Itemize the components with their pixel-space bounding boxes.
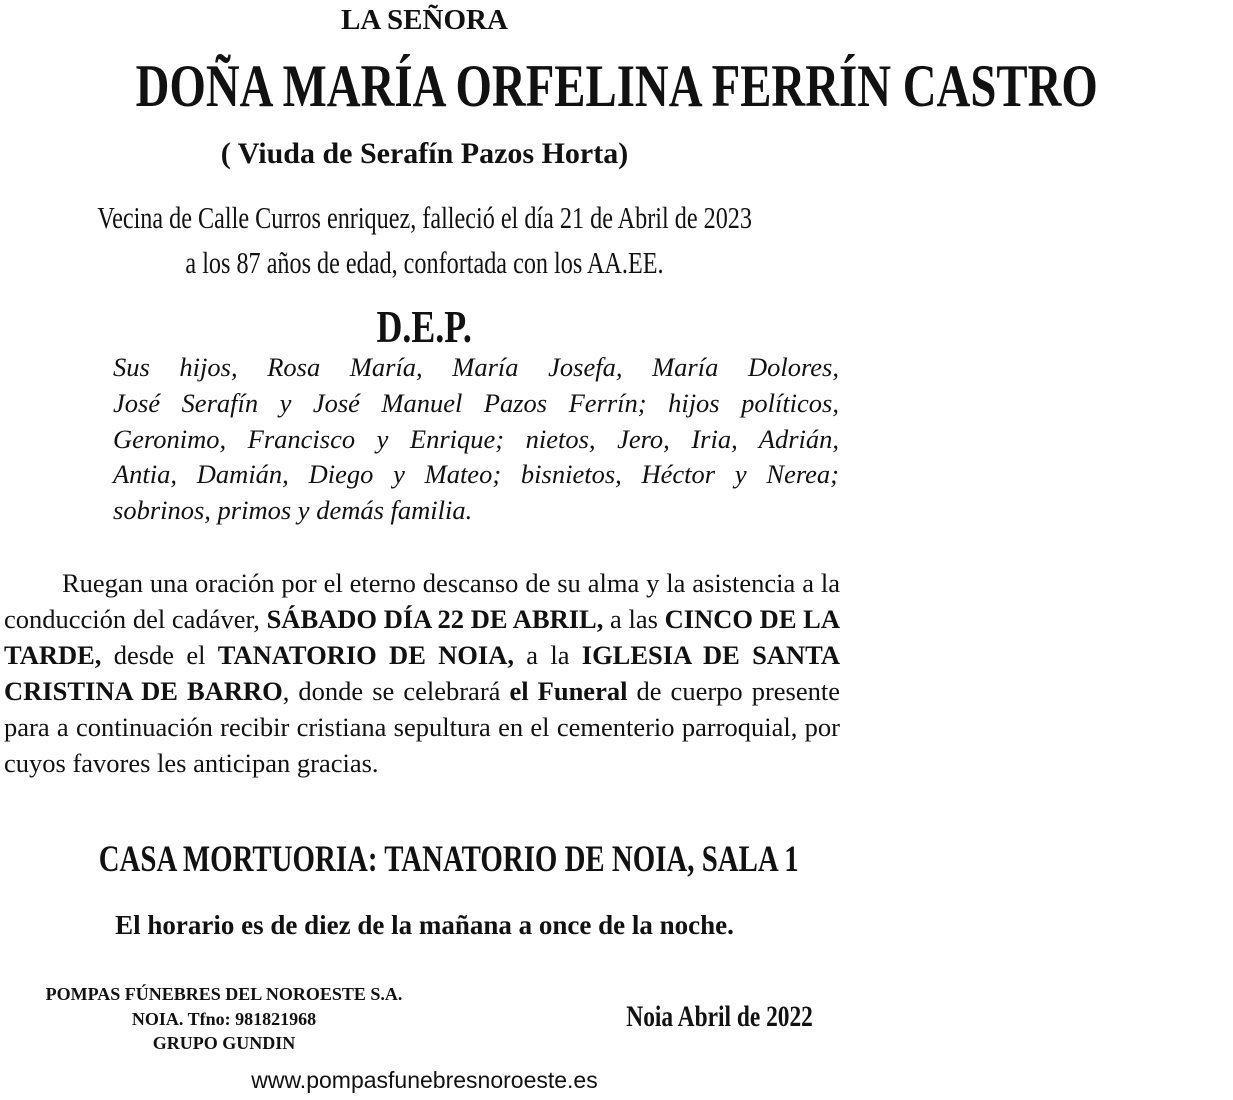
- family-line: José Serafín y José Manuel Pazos Ferrín; hijos políticos,: [113, 387, 839, 418]
- family-line: Geronimo, Francisco y Enrique; nietos, Jero, Iria, Adrián,: [113, 423, 839, 454]
- family-line: Sus hijos, Rosa María, María Josefa, María Dolores,: [113, 352, 839, 382]
- family-line: sobrinos, primos y demás familia.: [113, 495, 473, 526]
- ceremony-paragraph: [4, 566, 840, 781]
- family-line: Antia, Damián, Diego y Mateo; bisnietos, Héctor y Nerea;: [113, 459, 839, 490]
- deceased-name: DOÑA MARÍA ORFELINA FERRÍN CASTRO: [135, 53, 1098, 119]
- funeral-home-phone: NOIA. Tfno: 981821968: [131, 1008, 317, 1029]
- body-text: a las: [603, 603, 665, 634]
- visiting-hours: El horario es de diez de la mañana a once de la noche.: [115, 910, 734, 940]
- family-list: [113, 350, 839, 529]
- body-text: Ruegan una oración por el eterno descanso de su alma y la asistencia a la conducción del cadáver,: [4, 568, 840, 634]
- body-text: desde el: [101, 639, 218, 670]
- residence-line-2: a los 87 años de edad, confortada con los AA.EE.: [185, 245, 664, 280]
- funeral-home-name: POMPAS FÚNEBRES DEL NOROESTE S.A.: [45, 984, 403, 1004]
- ceremony-time: CINCO DE LA TARDE,: [4, 603, 840, 670]
- residence-line-1: Vecina de Calle Curros enriquez, falleció el día 21 de Abril de 2023: [97, 200, 752, 235]
- notice-date: Noia Abril de 2022: [626, 1000, 813, 1033]
- widow-of: ( Viuda de Serafín Pazos Horta): [220, 137, 629, 170]
- body-text: , donde se celebrará: [282, 675, 510, 706]
- ceremony-origin: TANATORIO DE NOIA,: [217, 639, 514, 670]
- website-link[interactable]: www.pompasfunebresnoroeste.es: [251, 1067, 598, 1093]
- title-prefix: LA SEÑORA: [341, 4, 508, 36]
- ceremony-date: SÁBADO DÍA 22 DE ABRIL,: [266, 603, 604, 634]
- dep-heading: D.E.P.: [376, 301, 473, 352]
- casa-mortuoria: CASA MORTUORIA: TANATORIO DE NOIA, SALA 1: [98, 839, 799, 880]
- body-text: a la: [514, 639, 582, 670]
- funeral-home-info: [4, 982, 444, 1056]
- ceremony-church: IGLESIA DE SANTA CRISTINA DE BARRO: [4, 639, 840, 706]
- body-text: de cuerpo presente para a continuación recibir cristiana sepultura en el cementerio parroquial, por cuyos favores les anticipan gracias.: [4, 675, 840, 778]
- funeral-home-group: GRUPO GUNDIN: [152, 1033, 296, 1053]
- ceremony-funeral: el Funeral: [509, 675, 628, 706]
